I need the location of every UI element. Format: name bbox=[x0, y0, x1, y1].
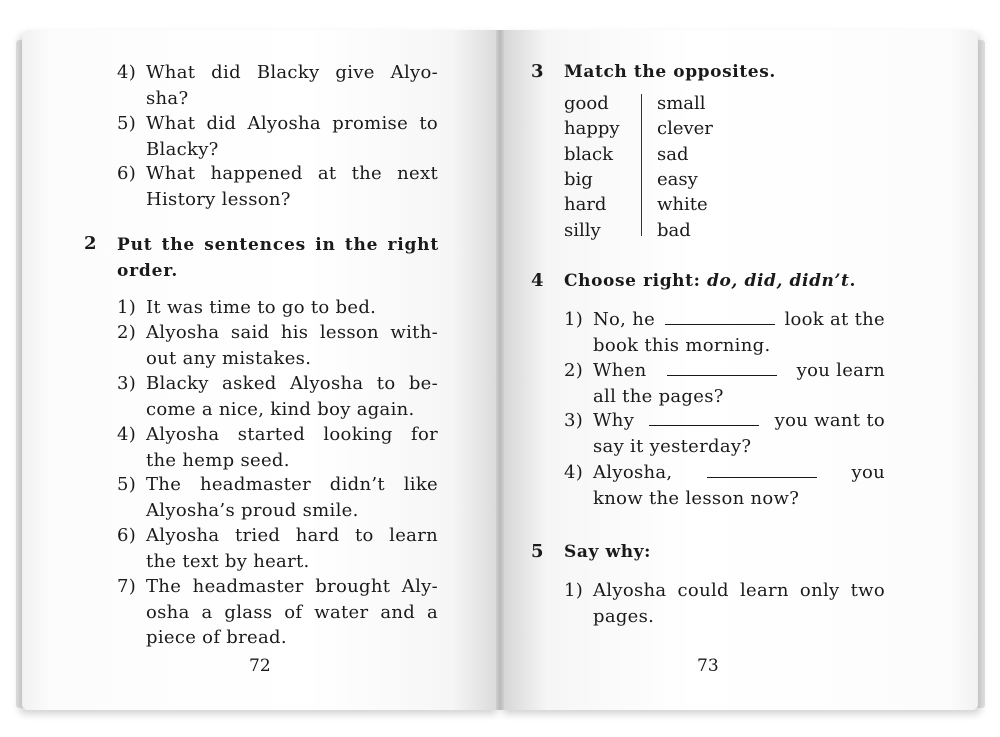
item-text-after: you bbox=[851, 462, 885, 483]
item-number: 6) bbox=[117, 525, 137, 546]
word-left: silly bbox=[564, 220, 601, 241]
item-text-before: Why bbox=[593, 410, 635, 431]
item-number: 5) bbox=[117, 113, 137, 134]
item-text-line: What did Alyosha promise to bbox=[146, 113, 438, 134]
instruction-prefix: Choose right: bbox=[564, 271, 701, 291]
item-number: 2) bbox=[117, 322, 137, 343]
item-number: 2) bbox=[564, 360, 584, 381]
word-right: small bbox=[657, 93, 706, 114]
item-number: 1) bbox=[117, 297, 137, 318]
fill-in-item bbox=[564, 408, 886, 460]
item-text-before: When bbox=[593, 360, 647, 381]
word-left: happy bbox=[564, 118, 620, 139]
item-number: 1) bbox=[564, 309, 584, 330]
item-text-after: you learn bbox=[796, 360, 885, 381]
word-left: hard bbox=[564, 194, 607, 215]
column-divider bbox=[641, 94, 642, 236]
item-number: 6) bbox=[117, 163, 137, 184]
answer-blank[interactable] bbox=[667, 359, 777, 376]
item-text-line: out any mistakes. bbox=[146, 347, 312, 369]
item-text-line: What happened at the next bbox=[146, 163, 438, 184]
item-text-line: Alyosha tried hard to learn bbox=[146, 525, 438, 546]
item-text-line: the text by heart. bbox=[146, 550, 310, 572]
item-number: 4) bbox=[117, 62, 137, 83]
fill-in-item bbox=[564, 307, 886, 359]
exercise-number: 2 bbox=[84, 233, 97, 254]
fill-in-item bbox=[564, 358, 886, 410]
book-spine bbox=[496, 30, 504, 710]
item-number: 3) bbox=[564, 410, 584, 431]
item-number: 1) bbox=[564, 580, 584, 601]
exercise-instruction: Match the opposites. bbox=[564, 62, 776, 82]
item-number: 5) bbox=[117, 474, 137, 495]
item-text-before: No, he bbox=[593, 309, 656, 330]
instruction-end: . bbox=[849, 271, 857, 291]
instruction-line: Put the sentences in the right bbox=[117, 235, 439, 255]
instruction-line: order. bbox=[117, 261, 179, 281]
item-text-line: Alyosha started looking for bbox=[146, 424, 438, 445]
question-item bbox=[117, 60, 439, 112]
item-text-line: osha a glass of water and a bbox=[146, 601, 438, 623]
exercise-number: 5 bbox=[531, 541, 544, 562]
answer-blank[interactable] bbox=[665, 308, 775, 325]
item-text-line: Blacky asked Alyosha to be- bbox=[146, 373, 438, 394]
sentence-item bbox=[117, 295, 439, 321]
item-number: 4) bbox=[564, 462, 584, 483]
item-text-line: Alyosha said his lesson with- bbox=[146, 322, 438, 343]
item-text-line: book this morning. bbox=[593, 334, 771, 356]
sentence-item bbox=[117, 472, 439, 524]
exercise-instruction bbox=[564, 268, 856, 294]
item-text-line: sha? bbox=[146, 87, 189, 109]
question-item bbox=[117, 111, 439, 163]
word-left: black bbox=[564, 144, 613, 165]
item-text-before: Alyosha, bbox=[593, 462, 673, 483]
sentence-item bbox=[117, 422, 439, 474]
exercise-instruction bbox=[117, 232, 439, 284]
answer-blank[interactable] bbox=[649, 409, 759, 426]
item-text-after: you want to bbox=[774, 410, 885, 431]
why-item bbox=[564, 578, 886, 630]
item-text-line: come a nice, kind boy again. bbox=[146, 398, 415, 420]
word-right: clever bbox=[657, 118, 713, 139]
page-number-left: 72 bbox=[249, 656, 271, 676]
word-left: big bbox=[564, 169, 593, 190]
item-text-line: Alyosha’s proud smile. bbox=[146, 499, 359, 521]
item-number: 3) bbox=[117, 373, 137, 394]
sentence-item bbox=[117, 371, 439, 423]
item-number: 4) bbox=[117, 424, 137, 445]
item-text-line: The headmaster brought Aly- bbox=[146, 576, 438, 597]
item-text-line: piece of bread. bbox=[146, 627, 287, 648]
item-text-line: the hemp seed. bbox=[146, 449, 290, 471]
exercise-instruction: Say why: bbox=[564, 542, 652, 562]
word-right: sad bbox=[657, 144, 689, 165]
instruction-options: do, did, didn’t bbox=[707, 271, 850, 291]
item-text-after: look at the bbox=[784, 309, 885, 330]
item-number: 7) bbox=[117, 576, 137, 597]
question-item bbox=[117, 161, 439, 213]
item-text-line: Alyosha could learn only two bbox=[593, 580, 885, 601]
item-text-line: all the pages? bbox=[593, 385, 724, 407]
item-text-line: What did Blacky give Alyo- bbox=[146, 62, 438, 83]
word-right: white bbox=[657, 194, 708, 215]
word-right: bad bbox=[657, 220, 691, 241]
exercise-number: 4 bbox=[531, 270, 544, 291]
item-text-line: It was time to go to bed. bbox=[146, 297, 377, 318]
word-left: good bbox=[564, 93, 609, 114]
sentence-item bbox=[117, 523, 439, 575]
item-text-line: Blacky? bbox=[146, 138, 219, 160]
item-text-line: say it yesterday? bbox=[593, 435, 752, 457]
page-number-right: 73 bbox=[697, 656, 719, 676]
item-text-line: History lesson? bbox=[146, 188, 291, 210]
exercise-number: 3 bbox=[531, 61, 544, 82]
word-right: easy bbox=[657, 169, 698, 190]
item-text-line: The headmaster didn’t like bbox=[146, 474, 438, 495]
item-text-line: pages. bbox=[593, 605, 655, 627]
answer-blank[interactable] bbox=[707, 461, 817, 478]
sentence-item bbox=[117, 320, 439, 372]
item-text-line: know the lesson now? bbox=[593, 487, 800, 509]
fill-in-item bbox=[564, 460, 886, 512]
sentence-item bbox=[117, 574, 439, 652]
